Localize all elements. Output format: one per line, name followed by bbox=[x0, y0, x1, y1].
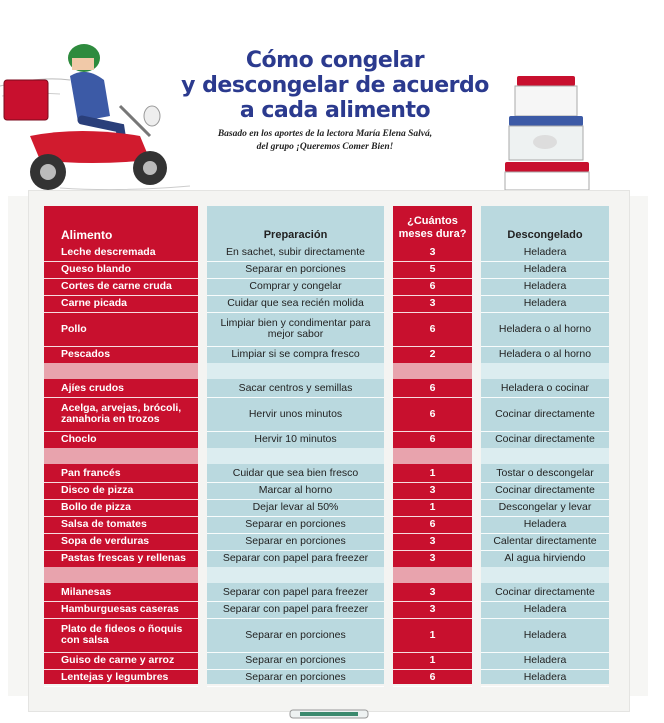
cell-alimento: Lentejas y legumbres bbox=[61, 671, 169, 683]
cell-meses: 1 bbox=[429, 467, 436, 479]
cell-descongelado: Heladera bbox=[523, 518, 567, 530]
cell-descongelado: Heladera bbox=[523, 297, 567, 309]
cell-preparacion: Separar con papel para freezer bbox=[222, 586, 369, 598]
cell-meses: 1 bbox=[429, 628, 436, 641]
cell-descongelado: Al agua hirviendo bbox=[504, 552, 586, 564]
table-row bbox=[44, 465, 609, 482]
cell-preparacion: Hervir 10 minutos bbox=[254, 433, 337, 445]
cell-alimento: Guiso de carne y arroz bbox=[61, 654, 175, 666]
cell-alimento: Pan francés bbox=[61, 467, 121, 479]
cell-preparacion: Limpiar bien y condimentar para mejor sabor bbox=[220, 317, 371, 340]
group-separator bbox=[481, 363, 609, 379]
header-meses-line-1: ¿Cuántos bbox=[407, 215, 458, 227]
row-divider bbox=[44, 686, 198, 687]
cell-alimento: Choclo bbox=[61, 433, 97, 445]
cell-alimento: Pescados bbox=[61, 348, 111, 360]
cell-meses: 3 bbox=[429, 484, 436, 496]
bottom-container-lid-illustration bbox=[286, 708, 372, 722]
cell-alimento: Ajíes crudos bbox=[61, 382, 125, 394]
cell-alimento: Disco de pizza bbox=[61, 484, 134, 496]
cell-preparacion: En sachet, subir directamente bbox=[226, 246, 365, 258]
table-row bbox=[44, 278, 609, 295]
cell-alimento: Sopa de verduras bbox=[61, 535, 150, 547]
title-line-1: Cómo congelar bbox=[245, 48, 425, 73]
cell-meses: 6 bbox=[429, 382, 436, 394]
cell-meses: 5 bbox=[429, 263, 436, 275]
cell-descongelado: Heladera o al horno bbox=[498, 322, 592, 335]
cell-descongelado: Cocinar directamente bbox=[495, 407, 595, 420]
cell-alimento: Salsa de tomates bbox=[61, 518, 147, 530]
cell-preparacion: Separar en porciones bbox=[245, 263, 346, 275]
cell-meses: 3 bbox=[429, 603, 436, 615]
table-row bbox=[44, 244, 609, 261]
cell-preparacion: Separar con papel para freezer bbox=[222, 603, 369, 615]
cell-alimento: Leche descremada bbox=[61, 246, 156, 258]
cell-meses: 3 bbox=[429, 535, 436, 547]
cell-preparacion: Comprar y congelar bbox=[249, 280, 342, 292]
subtitle-line-2: del grupo ¡Queremos Comer Bien! bbox=[256, 142, 394, 152]
table-row bbox=[44, 652, 609, 669]
subtitle bbox=[180, 128, 470, 154]
table-row bbox=[44, 601, 609, 618]
cell-descongelado: Calentar directamente bbox=[493, 535, 597, 547]
cell-meses: 6 bbox=[429, 322, 436, 335]
table-row bbox=[44, 669, 609, 686]
cell-preparacion: Limpiar si se compra fresco bbox=[231, 348, 360, 360]
cell-meses: 3 bbox=[429, 586, 436, 598]
group-separator bbox=[481, 567, 609, 583]
cell-descongelado: Tostar o descongelar bbox=[496, 467, 594, 479]
group-separator bbox=[44, 363, 198, 379]
cell-alimento: Milanesas bbox=[61, 586, 112, 598]
cell-descongelado: Cocinar directamente bbox=[495, 586, 595, 598]
table-row bbox=[44, 261, 609, 278]
group-separator bbox=[393, 448, 472, 464]
table-row bbox=[44, 295, 609, 312]
cell-meses: 6 bbox=[429, 518, 436, 530]
group-separator bbox=[44, 448, 198, 464]
group-separator bbox=[44, 567, 198, 583]
cell-alimento: Hamburguesas caseras bbox=[61, 603, 179, 615]
table-row bbox=[44, 431, 609, 448]
cell-descongelado: Heladera o cocinar bbox=[500, 382, 590, 394]
table-row bbox=[44, 550, 609, 567]
row-divider bbox=[207, 686, 384, 687]
group-separator bbox=[393, 363, 472, 379]
cell-alimento: Pastas frescas y rellenas bbox=[61, 552, 186, 564]
header-preparacion: Preparación bbox=[263, 229, 328, 241]
cell-meses: 3 bbox=[429, 552, 436, 564]
cell-descongelado: Heladera o al horno bbox=[498, 348, 592, 360]
row-divider bbox=[393, 686, 472, 687]
cell-preparacion: Hervir unos minutos bbox=[248, 407, 343, 420]
cell-descongelado: Cocinar directamente bbox=[495, 433, 595, 445]
header-alimento: Alimento bbox=[61, 228, 113, 242]
cell-preparacion: Separar en porciones bbox=[245, 535, 346, 547]
group-separator bbox=[481, 448, 609, 464]
cell-alimento: Bollo de pizza bbox=[61, 501, 132, 513]
table-row bbox=[44, 584, 609, 601]
header-meses-line-2: meses dura? bbox=[398, 228, 467, 240]
table-row bbox=[44, 312, 609, 346]
table-row bbox=[44, 618, 609, 652]
table-row bbox=[44, 482, 609, 499]
cell-descongelado: Descongelar y levar bbox=[498, 501, 592, 513]
cell-descongelado: Heladera bbox=[523, 654, 567, 666]
cell-descongelado: Heladera bbox=[523, 671, 567, 683]
cell-preparacion: Separar en porciones bbox=[245, 654, 346, 666]
cell-alimento: Carne picada bbox=[61, 297, 127, 309]
cell-descongelado: Cocinar directamente bbox=[495, 484, 595, 496]
table-row bbox=[44, 533, 609, 550]
cell-alimento: Cortes de carne cruda bbox=[61, 280, 172, 292]
cell-meses: 3 bbox=[429, 246, 436, 258]
table-row bbox=[44, 397, 609, 431]
cell-meses: 3 bbox=[429, 297, 436, 309]
row-divider bbox=[481, 686, 609, 687]
subtitle-line-1: Basado en los aportes de la lectora María Elena Salvá, bbox=[217, 129, 433, 139]
cell-descongelado: Heladera bbox=[523, 280, 567, 292]
cell-meses: 6 bbox=[429, 280, 436, 292]
cell-meses: 2 bbox=[429, 348, 436, 360]
cell-preparacion: Separar en porciones bbox=[245, 671, 346, 683]
cell-preparacion: Cuidar que sea recién molida bbox=[227, 297, 364, 309]
cell-preparacion: Separar en porciones bbox=[245, 518, 346, 530]
cell-descongelado: Heladera bbox=[523, 246, 567, 258]
cell-alimento: Acelga, arvejas, brócoli, zanahoria en trozos bbox=[61, 402, 182, 425]
cell-preparacion: Marcar al horno bbox=[258, 484, 333, 496]
header-descongelado: Descongelado bbox=[507, 229, 583, 241]
group-separator bbox=[207, 567, 384, 583]
page-title bbox=[150, 48, 520, 123]
table-row bbox=[44, 499, 609, 516]
group-separator bbox=[207, 363, 384, 379]
cell-preparacion: Sacar centros y semillas bbox=[238, 382, 353, 394]
header-meses bbox=[393, 215, 472, 241]
cell-alimento: Queso blando bbox=[61, 263, 132, 275]
cell-meses: 6 bbox=[429, 407, 436, 420]
cell-meses: 1 bbox=[429, 654, 436, 666]
group-separator bbox=[393, 567, 472, 583]
cell-meses: 6 bbox=[429, 433, 436, 445]
title-line-3: a cada alimento bbox=[239, 98, 431, 123]
frame-left-edge bbox=[8, 196, 30, 696]
cell-descongelado: Heladera bbox=[523, 628, 567, 641]
cell-preparacion: Separar con papel para freezer bbox=[222, 552, 369, 564]
table-row bbox=[44, 516, 609, 533]
cell-preparacion: Dejar levar al 50% bbox=[252, 501, 339, 513]
table-row bbox=[44, 346, 609, 363]
table-row bbox=[44, 380, 609, 397]
cell-alimento: Pollo bbox=[61, 322, 87, 335]
cell-alimento: Plato de fideos o ñoquis con salsa bbox=[61, 623, 183, 646]
cell-meses: 6 bbox=[429, 671, 436, 683]
cell-preparacion: Separar en porciones bbox=[245, 628, 346, 641]
cell-meses: 1 bbox=[429, 501, 436, 513]
cell-preparacion: Cuidar que sea bien fresco bbox=[232, 467, 359, 479]
cell-descongelado: Heladera bbox=[523, 263, 567, 275]
cell-descongelado: Heladera bbox=[523, 603, 567, 615]
group-separator bbox=[207, 448, 384, 464]
title-line-2: y descongelar de acuerdo bbox=[181, 73, 489, 98]
